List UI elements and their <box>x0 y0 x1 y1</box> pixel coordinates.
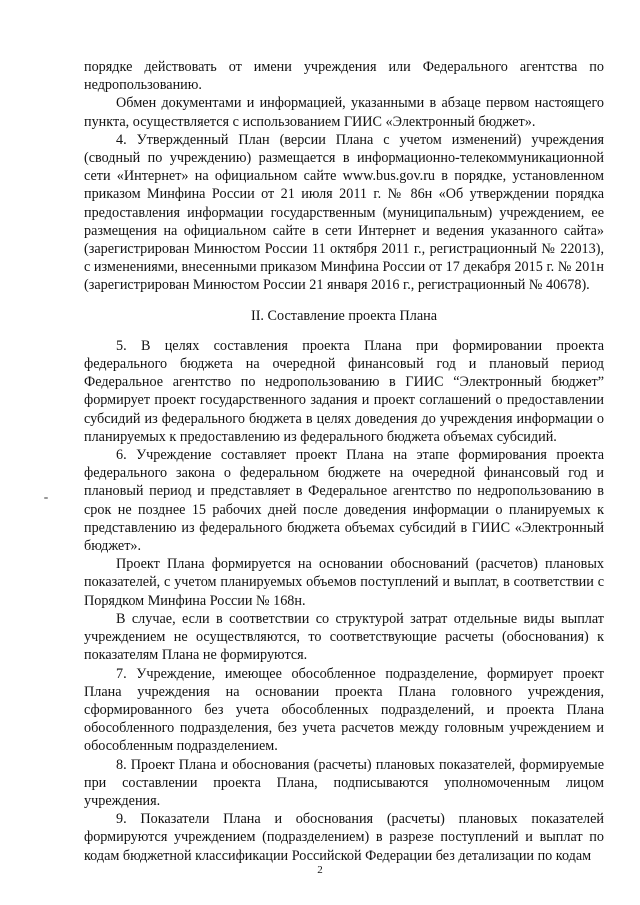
paragraph-item-8: 8. Проект Плана и обоснования (расчеты) плановых показателей, формируемые при составлении проекта Плана, подписываются уполномоченным лицом учреждения. <box>84 756 604 809</box>
paragraph-item-6: 6. Учреждение составляет проект Плана на этапе формирования проекта федерального закона о федеральном бюджете на очередной финансовый год и плановый период и представляет в Федеральное агентство по недропользованию в срок не позднее 15 рабочих дней после доведения информации о планируемых к представлению из федерального бюджета объемах субсидий в ГИИС «Электронный бюджет». <box>84 447 604 555</box>
page-number: 2 <box>317 864 323 876</box>
document-body <box>84 58 604 865</box>
section-heading: II. Составление проекта Плана <box>250 307 438 324</box>
paragraph-item-4: 4. Утвержденный План (версии Плана с учетом изменений) учреждения (сводный по учреждению) размещается в информационно-телекоммуникационной сети «Интернет» на официальном сайте www.bus.gov.ru в порядке, установленном приказом Минфина России от 21 июля 2011 г. № 86н «Об утверждении порядка предоставления информации государственным (муниципальным) учреждением, ее размещения на официальном сайте в сети Интернет и ведения указанного сайта» (зарегистрирован Минюстом России 11 октября 2011 г., регистрационный № 22013), с изменениями, внесенными приказом Минфина России от 17 декабря 2015 г. № 201н (зарегистрирован Минюстом России 21 января 2016 г., регистрационный № 40678). <box>84 131 604 294</box>
paragraph-document-exchange: Обмен документами и информацией, указанными в абзаце первом настоящего пункта, осуществляется с использованием ГИИС «Электронный бюджет». <box>84 95 604 130</box>
paragraph-cost-structure: В случае, если в соответствии со структурой затрат отдельные виды выплат учреждением не осуществляются, то соответствующие расчеты (обоснования) к показателям Плана не формируются. <box>84 610 604 664</box>
scan-speck <box>44 497 48 499</box>
paragraph-item-7: 7. Учреждение, имеющее обособленное подразделение, формирует проект Плана учреждения на основании проекта Плана головного учреждения, сформированного без учета обособленных подразделений, и проекта Плана обособленного подразделения, без учета расчетов между головным учреждением и обособленным подразделением. <box>84 665 604 755</box>
paragraph-continuation: порядке действовать от имени учреждения или Федерального агентства по недропользованию. <box>84 59 604 94</box>
paragraph-plan-basis: Проект Плана формируется на основании обоснований (расчетов) плановых показателей, с учетом планируемых объемов поступлений и выплат, в соответствии с Порядком Минфина России № 168н. <box>84 556 604 609</box>
paragraph-item-5: 5. В целях составления проекта Плана при формировании проекта федерального бюджета на очередной финансовый год и плановый период Федеральное агентство по недропользованию в ГИИС “Электронный бюджет” формирует проект государственного задания и проект соглашений о предоставлении субсидий из федерального бюджета в целях доведения до учреждения информации о планируемых к предоставлению из федерального бюджета объемах субсидий. <box>84 337 604 445</box>
paragraph-item-9: 9. Показатели Плана и обоснования (расчеты) плановых показателей формируются учреждением (подразделением) в разрезе поступлений и выплат по кодам бюджетной классификации Российской Федерации без детализации по кодам <box>84 811 604 864</box>
